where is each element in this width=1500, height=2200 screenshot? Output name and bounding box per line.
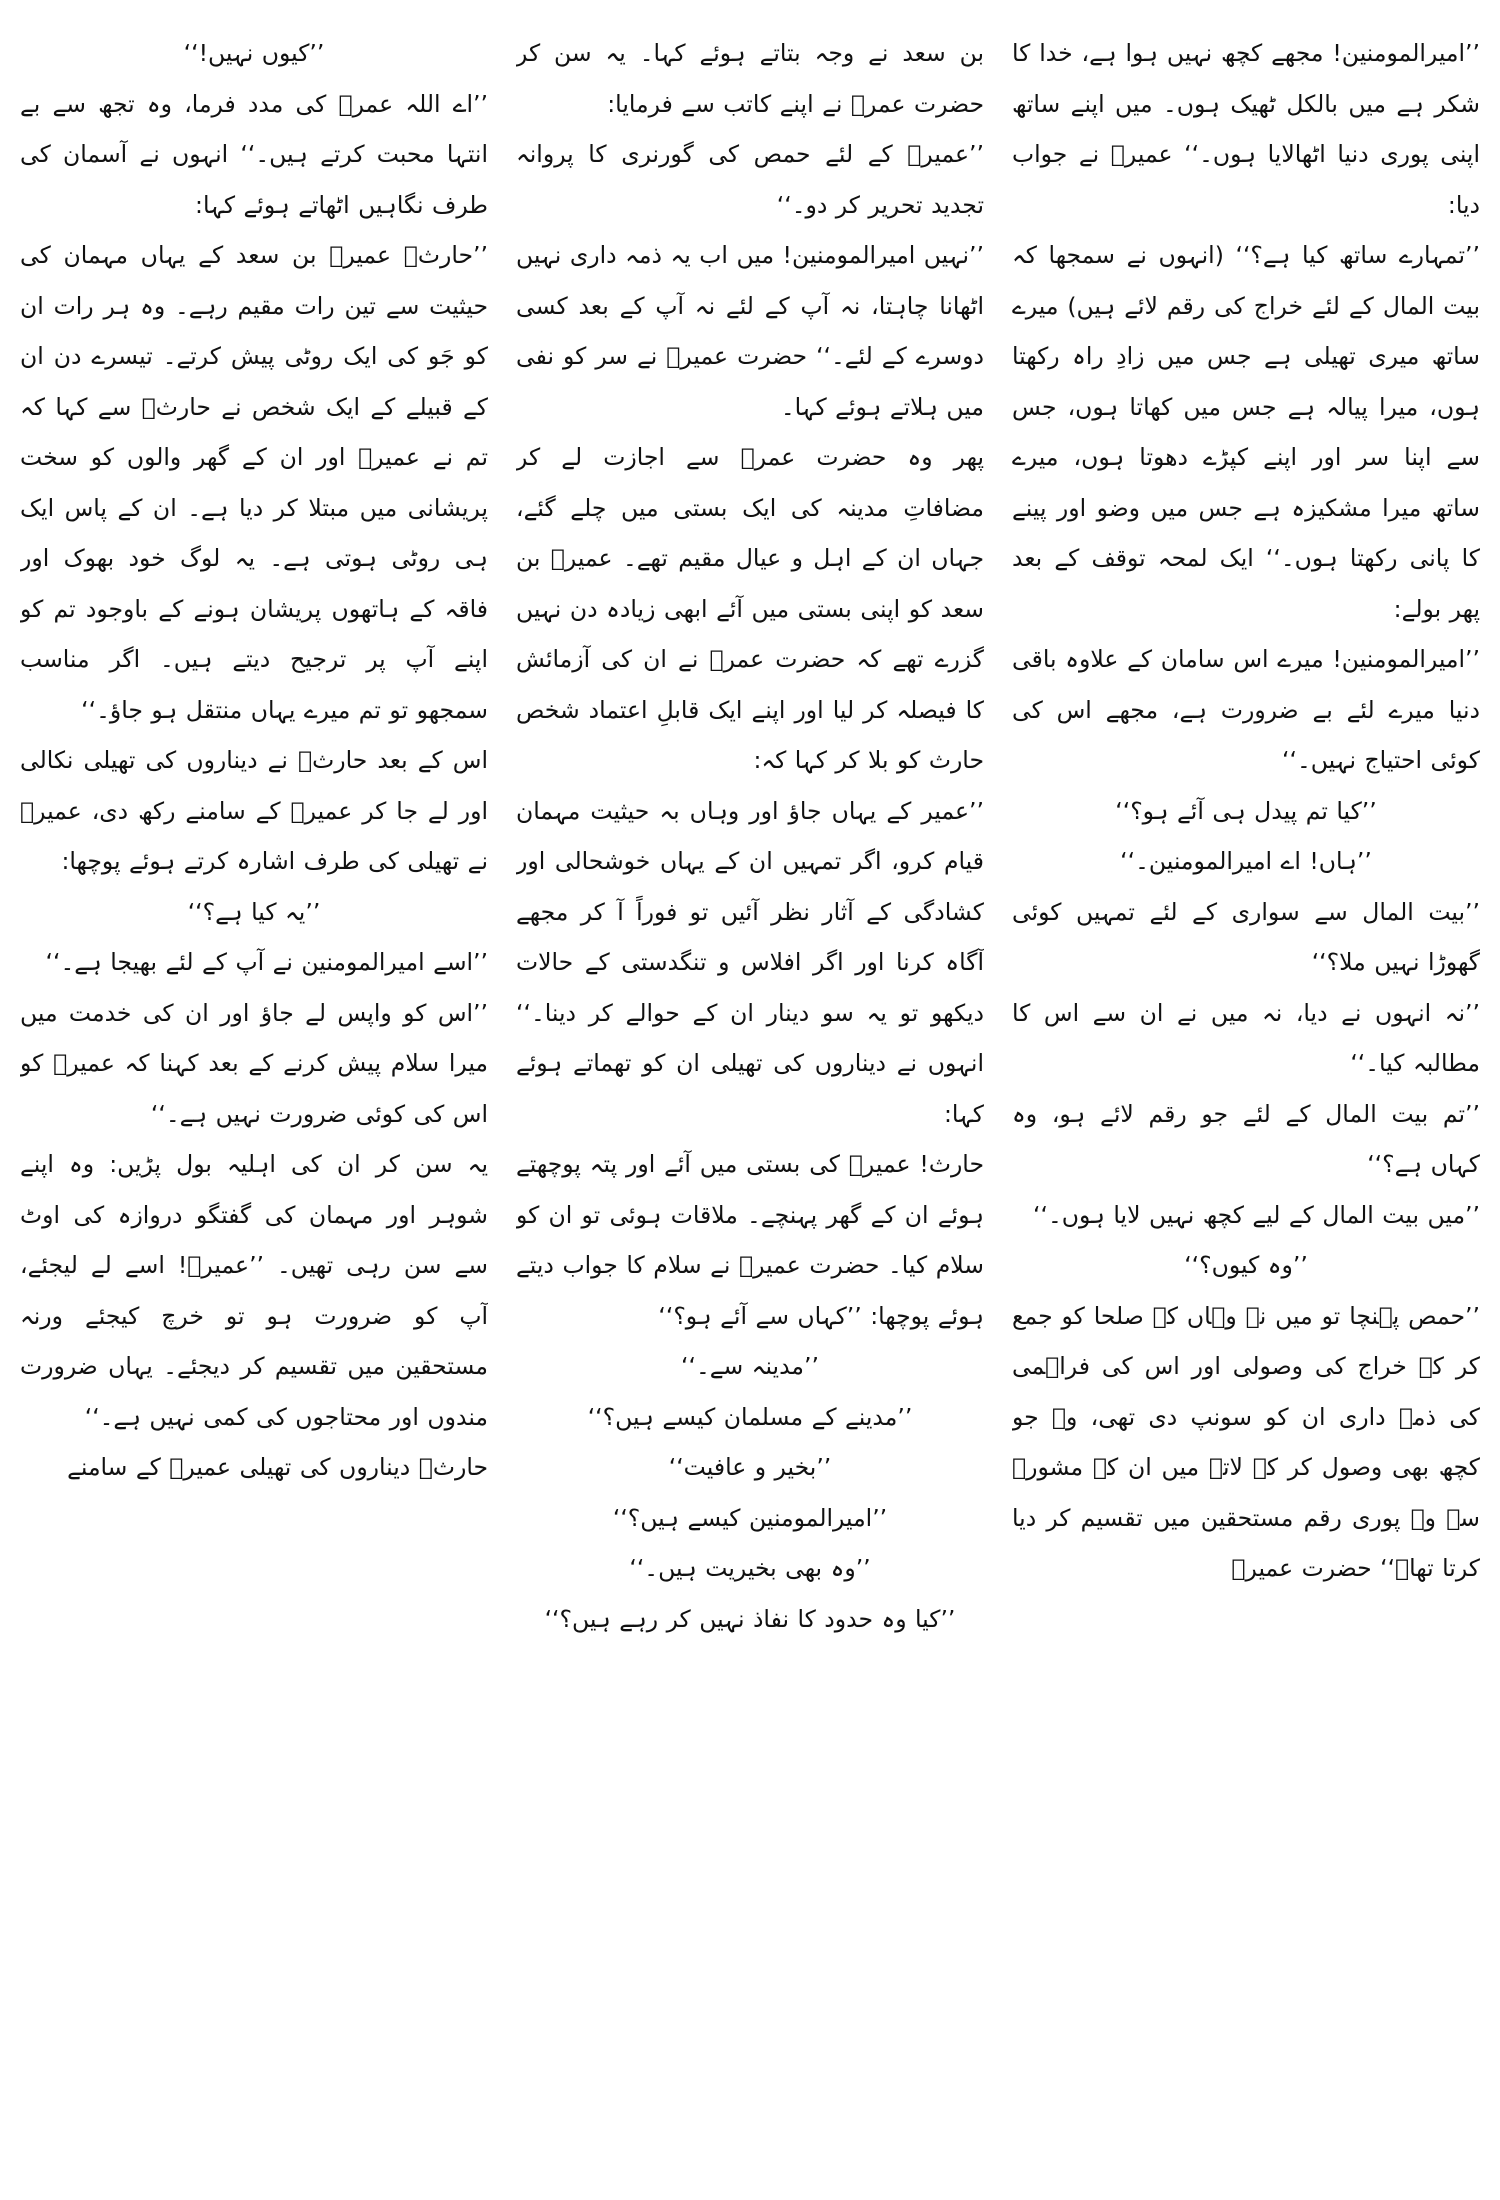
paragraph: ’’نہیں امیرالمومنین! میں اب یہ ذمہ داری نہیں اٹھانا چاہتا، نہ آپ کے لئے نہ آپ کے بعد کسی دوسرے کے لئے۔‘‘ حضرت عمیرؓ نے سر کو نفی میں ہلاتے ہوئے کہا۔ [516,241,984,421]
paragraph: بن سعد نے وجہ بتاتے ہوئے کہا۔ یہ سن کر حضرت عمرؓ نے اپنے کاتب سے فرمایا: [516,39,984,118]
column-middle [516,28,984,2188]
paragraph: ’’نہ انہوں نے دیا، نہ میں نے ان سے اس کا مطالبہ کیا۔‘‘ [1012,998,1480,1077]
paragraph: ’’بیت المال سے سواری کے لئے تمہیں کوئی گھوڑا نہیں ملا؟‘‘ [1012,897,1480,976]
paragraph: اس کے بعد حارثؓ نے دیناروں کی تھیلی نکالی اور لے جا کر عمیرؓ کے سامنے رکھ دی، عمیرؓ نے تھیلی کی طرف اشارہ کرتے ہوئے پوچھا: [20,746,488,875]
paragraph: ’’عمیرؓ کے لئے حمص کی گورنری کا پروانہ تجدید تحریر کر دو۔‘‘ [516,140,984,219]
paragraph: حارثؓ دیناروں کی تھیلی عمیرؓ کے سامنے [67,1453,488,1481]
paragraph: ’’مدینے کے مسلمان کیسے ہیں؟‘‘ [587,1402,913,1431]
paragraph: پھر وہ حضرت عمرؓ سے اجازت لے کر مضافاتِ مدینہ کی ایک بستی میں چلے گئے، جہاں ان کے اہل و عیال مقیم تھے۔ عمیرؓ بن سعد کو اپنی بستی میں آئے ابھی زیادہ دن نہیں گزرے تھے کہ حضرت عمرؓ نے ان کی آزمائش کا فیصلہ کر لیا اور اپنے ایک قابلِ اعتماد شخص حارث کو بلا کر کہا کہ: [516,443,984,774]
paragraph: ’’کیوں نہیں!‘‘ [183,39,325,67]
column-left [20,28,488,2188]
paragraph: ’’کیا وہ حدود کا نفاذ نہیں کر رہے ہیں؟‘‘ [544,1604,956,1633]
paragraph: ’’حمص پہنچا تو میں نے وہاں کے صلحا کو جمع کر کے خراج کی وصولی اور اس کی فراہمی کی ذمہ داری ان کو سونپ دی تھی، وہ جو کچھ بھی وصول کر کے لاتے میں ان کے مشورے سے وہ پوری رقم مستحقین میں تقسیم کر دیا کرتا تھا۔‘‘ حضرت عمیرؓ [1012,1301,1480,1582]
paragraph: ’’بخیر و عافیت‘‘ [668,1453,832,1481]
paragraph: ’’تمہارے ساتھ کیا ہے؟‘‘ (انہوں نے سمجھا کہ بیت المال کے لئے خراج کی رقم لائے ہیں) میرے ساتھ میری تھیلی ہے جس میں زادِ راہ رکھتا ہوں، میرا پیالہ ہے جس میں کھاتا ہوں، جس سے اپنا سر اور اپنے کپڑے دھوتا ہوں، میرے ساتھ میرا مشکیزہ ہے جس میں وضو اور پینے کا پانی رکھتا ہوں۔‘‘ ایک لمحہ توقف کے بعد پھر بولے: [1012,241,1480,623]
column-right [1012,28,1480,2188]
paragraph: ’’اسے امیرالمومنین نے آپ کے لئے بھیجا ہے۔‘‘ [45,948,488,976]
paragraph: ’’یہ کیا ہے؟‘‘ [187,897,321,926]
paragraph: یہ سن کر ان کی اہلیہ بول پڑیں: وہ اپنے شوہر اور مہمان کی گفتگو دروازہ کی اوٹ سے سن رہی تھیں۔ ’’عمیرؓ! اسے لے لیجئے، آپ کو ضرورت ہو تو خرچ کیجئے ورنہ مستحقین میں تقسیم کر دیجئے۔ یہاں ضرورت مندوں اور محتاجوں کی کمی نہیں ہے۔‘‘ [20,1150,488,1431]
paragraph: ’’ہاں! اے امیرالمومنین۔‘‘ [1120,847,1372,875]
paragraph: ’’وہ کیوں؟‘‘ [1184,1251,1308,1279]
paragraph: ’’امیرالمومنین کیسے ہیں؟‘‘ [612,1503,888,1532]
paragraph: ’’وہ بھی بخیریت ہیں۔‘‘ [629,1554,871,1582]
paragraph: ’’مدینہ سے۔‘‘ [681,1352,819,1380]
paragraph: ’’امیرالمومنین! میرے اس سامان کے علاوہ باقی دنیا میرے لئے بے ضرورت ہے، مجھے اس کی کوئی احتیاج نہیں۔‘‘ [1012,645,1480,774]
paragraph: حارث! عمیرؓ کی بستی میں آئے اور پتہ پوچھتے ہوئے ان کے گھر پہنچے۔ ملاقات ہوئی تو ان کو سلام کیا۔ حضرت عمیرؓ نے سلام کا جواب دیتے ہوئے پوچھا: ’’کہاں سے آئے ہو؟‘‘ [516,1150,984,1330]
paragraph: ’’حارثؓ عمیرؓ بن سعد کے یہاں مہمان کی حیثیت سے تین رات مقیم رہے۔ وہ ہر رات ان کو جَو کی ایک روٹی پیش کرتے۔ تیسرے دن ان کے قبیلے کے ایک شخص نے حارثؓ سے کہا کہ تم نے عمیرؓ اور ان کے گھر والوں کو سخت پریشانی میں مبتلا کر دیا ہے۔ ان کے پاس ایک ہی روٹی ہوتی ہے۔ یہ لوگ خود بھوک اور فاقہ کے ہاتھوں پریشان ہونے کے باوجود تم کو اپنے آپ پر ترجیح دیتے ہیں۔ اگر مناسب سمجھو تو تم میرے یہاں منتقل ہو جاؤ۔‘‘ [20,241,488,724]
paragraph: ’’تم بیت المال کے لئے جو رقم لائے ہو، وہ کہاں ہے؟‘‘ [1012,1099,1480,1178]
paragraph: ’’اے اللہ عمرؓ کی مدد فرما، وہ تجھ سے بے انتہا محبت کرتے ہیں۔‘‘ انہوں نے آسمان کی طرف نگاہیں اٹھاتے ہوئے کہا: [20,89,488,219]
paragraph: ’’کیا تم پیدل ہی آئے ہو؟‘‘ [1115,796,1377,825]
paragraph: ’’امیرالمومنین! مجھے کچھ نہیں ہوا ہے، خدا کا شکر ہے میں بالکل ٹھیک ہوں۔ میں اپنے ساتھ اپنی پوری دنیا اٹھالایا ہوں۔‘‘ عمیرؓ نے جواب دیا: [1012,39,1480,219]
paragraph: ’’عمیر کے یہاں جاؤ اور وہاں بہ حیثیت مہمان قیام کرو، اگر تمہیں ان کے یہاں خوشحالی اور کشادگی کے آثار نظر آئیں تو فوراً آ کر مجھے آگاہ کرنا اور اگر افلاس و تنگدستی کے حالات دیکھو تو یہ سو دینار ان کے حوالے کر دینا۔‘‘ انہوں نے دیناروں کی تھیلی ان کو تھماتے ہوئے کہا: [516,796,984,1128]
paragraph: ’’اس کو واپس لے جاؤ اور ان کی خدمت میں میرا سلام پیش کرنے کے بعد کہنا کہ عمیرؓ کو اس کی کوئی ضرورت نہیں ہے۔‘‘ [20,998,488,1128]
paragraph: ’’میں بیت المال کے لیے کچھ نہیں لایا ہوں۔‘‘ [1033,1200,1480,1229]
